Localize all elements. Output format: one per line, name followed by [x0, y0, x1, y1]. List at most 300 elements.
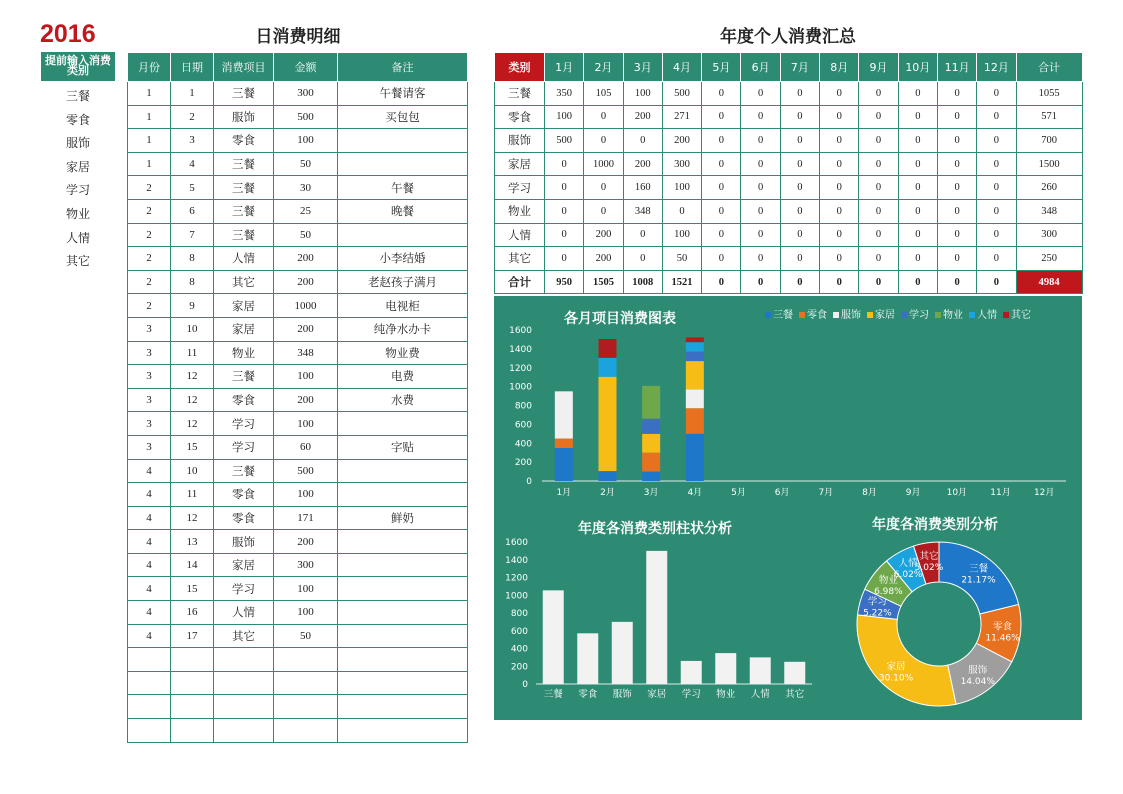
- summary-cell[interactable]: 0: [584, 199, 623, 223]
- table-cell[interactable]: 水费: [338, 388, 468, 412]
- summary-cell[interactable]: 0: [780, 105, 819, 129]
- annual-summary-table: [494, 52, 1083, 294]
- table-cell[interactable]: [171, 695, 214, 719]
- summary-cell[interactable]: 0: [702, 270, 741, 294]
- table-cell[interactable]: 晚餐: [338, 199, 468, 223]
- table-cell[interactable]: [128, 671, 171, 695]
- table-cell[interactable]: 人情: [214, 601, 274, 625]
- table-cell[interactable]: 100: [274, 129, 338, 153]
- summary-cell[interactable]: 0: [584, 105, 623, 129]
- table-cell[interactable]: 10: [171, 317, 214, 341]
- table-cell[interactable]: 纯净水办卡: [338, 317, 468, 341]
- summary-cell[interactable]: 0: [545, 152, 584, 176]
- summary-cell[interactable]: 271: [662, 105, 701, 129]
- x-tick-label: 三餐: [543, 689, 563, 700]
- summary-cell[interactable]: 1008: [623, 270, 662, 294]
- table-cell[interactable]: 25: [274, 199, 338, 223]
- summary-cell[interactable]: 200: [623, 152, 662, 176]
- category-item: 服饰: [65, 136, 90, 151]
- summary-cell[interactable]: 0: [937, 82, 976, 106]
- table-cell[interactable]: [338, 553, 468, 577]
- table-cell[interactable]: 30: [274, 176, 338, 200]
- table-cell[interactable]: [214, 671, 274, 695]
- table-cell[interactable]: [338, 483, 468, 507]
- summary-cell[interactable]: 0: [937, 152, 976, 176]
- table-cell[interactable]: 10: [171, 459, 214, 483]
- table-cell[interactable]: 3: [171, 129, 214, 153]
- summary-cell[interactable]: 0: [702, 105, 741, 129]
- table-cell[interactable]: 2: [128, 270, 171, 294]
- summary-cell[interactable]: 0: [623, 223, 662, 247]
- slice-percent-label: 11.46%: [985, 633, 1020, 644]
- table-cell[interactable]: 三餐: [214, 199, 274, 223]
- table-cell[interactable]: 50: [274, 624, 338, 648]
- table-cell[interactable]: 家居: [214, 317, 274, 341]
- table-cell[interactable]: 午餐请客: [338, 82, 468, 106]
- summary-cell[interactable]: 0: [937, 105, 976, 129]
- summary-cell[interactable]: 0: [780, 152, 819, 176]
- table-cell[interactable]: 1: [128, 82, 171, 106]
- table-cell[interactable]: 100: [274, 483, 338, 507]
- summary-cell[interactable]: 0: [741, 105, 780, 129]
- legend-swatch: [799, 312, 805, 318]
- summary-cell[interactable]: 0: [820, 176, 859, 200]
- row-total-cell[interactable]: 1055: [1016, 82, 1082, 106]
- table-cell[interactable]: 8: [171, 270, 214, 294]
- table-cell[interactable]: [338, 129, 468, 153]
- summary-cell[interactable]: 0: [545, 247, 584, 271]
- summary-cell[interactable]: 100: [545, 105, 584, 129]
- summary-cell[interactable]: 0: [702, 247, 741, 271]
- summary-cell[interactable]: 200: [584, 247, 623, 271]
- summary-cell[interactable]: 0: [820, 270, 859, 294]
- table-cell[interactable]: [338, 671, 468, 695]
- table-cell[interactable]: 学习: [214, 412, 274, 436]
- table-cell[interactable]: 200: [274, 270, 338, 294]
- table-row: [128, 553, 468, 577]
- table-cell[interactable]: [128, 648, 171, 672]
- row-total-cell[interactable]: 250: [1016, 247, 1082, 271]
- summary-cell[interactable]: 0: [820, 129, 859, 153]
- summary-cell[interactable]: 0: [780, 199, 819, 223]
- stacked-bar-segment: [642, 453, 660, 472]
- year-label: 2016: [40, 20, 96, 48]
- table-cell[interactable]: 午餐: [338, 176, 468, 200]
- table-cell[interactable]: [338, 719, 468, 743]
- table-cell[interactable]: 2: [128, 247, 171, 271]
- summary-cell[interactable]: 0: [780, 270, 819, 294]
- table-cell[interactable]: 8: [171, 247, 214, 271]
- summary-cell[interactable]: 0: [977, 105, 1016, 129]
- row-total-cell[interactable]: 348: [1016, 199, 1082, 223]
- summary-cell[interactable]: 0: [859, 199, 898, 223]
- table-cell[interactable]: 200: [274, 247, 338, 271]
- table-cell[interactable]: 100: [274, 577, 338, 601]
- table-cell[interactable]: 13: [171, 530, 214, 554]
- table-cell[interactable]: 其它: [214, 624, 274, 648]
- table-cell[interactable]: [274, 719, 338, 743]
- table-cell[interactable]: 11: [171, 483, 214, 507]
- charts-panel: [494, 296, 1082, 720]
- summary-cell[interactable]: 0: [859, 270, 898, 294]
- table-cell[interactable]: 200: [274, 530, 338, 554]
- table-cell[interactable]: 家居: [214, 294, 274, 318]
- summary-cell[interactable]: 500: [662, 82, 701, 106]
- y-tick-label: 200: [514, 458, 532, 469]
- table-cell[interactable]: [214, 719, 274, 743]
- table-cell[interactable]: [128, 719, 171, 743]
- table-cell[interactable]: 物业费: [338, 341, 468, 365]
- summary-cell[interactable]: 1505: [584, 270, 623, 294]
- table-cell[interactable]: 1000: [274, 294, 338, 318]
- table-cell[interactable]: 学习: [214, 435, 274, 459]
- summary-cell[interactable]: 0: [937, 176, 976, 200]
- table-cell[interactable]: 2: [128, 176, 171, 200]
- summary-cell[interactable]: 0: [859, 129, 898, 153]
- summary-cell[interactable]: 0: [820, 223, 859, 247]
- table-cell[interactable]: [274, 671, 338, 695]
- summary-cell[interactable]: 0: [898, 105, 937, 129]
- table-cell[interactable]: 1: [128, 152, 171, 176]
- table-cell[interactable]: [338, 577, 468, 601]
- summary-cell[interactable]: 0: [820, 152, 859, 176]
- table-cell[interactable]: 3: [128, 365, 171, 389]
- table-cell[interactable]: 171: [274, 506, 338, 530]
- grand-total-cell[interactable]: 4984: [1016, 270, 1082, 294]
- summary-cell[interactable]: 0: [898, 152, 937, 176]
- summary-month-header: 10月: [898, 53, 937, 82]
- table-cell[interactable]: [338, 459, 468, 483]
- table-cell[interactable]: 三餐: [214, 82, 274, 106]
- table-cell[interactable]: 三餐: [214, 176, 274, 200]
- table-cell[interactable]: 服饰: [214, 530, 274, 554]
- daily-detail-title: 日消费明细: [255, 27, 341, 47]
- summary-cell[interactable]: 950: [545, 270, 584, 294]
- table-cell[interactable]: 4: [128, 530, 171, 554]
- table-cell[interactable]: 12: [171, 412, 214, 436]
- legend-label: 零食: [807, 310, 827, 321]
- table-cell[interactable]: 300: [274, 553, 338, 577]
- summary-cell[interactable]: 100: [623, 82, 662, 106]
- summary-cell[interactable]: 348: [623, 199, 662, 223]
- summary-cell[interactable]: 0: [741, 223, 780, 247]
- y-tick-label: 1400: [505, 555, 528, 566]
- table-cell[interactable]: 3: [128, 435, 171, 459]
- summary-cell[interactable]: 0: [545, 176, 584, 200]
- x-tick-label: 12月: [1033, 488, 1055, 498]
- table-cell[interactable]: 小李结婚: [338, 247, 468, 271]
- table-row: [128, 459, 468, 483]
- table-cell[interactable]: 3: [128, 388, 171, 412]
- table-cell[interactable]: 500: [274, 459, 338, 483]
- table-cell[interactable]: 5: [171, 176, 214, 200]
- table-cell[interactable]: 1: [128, 129, 171, 153]
- summary-row: [495, 199, 1083, 223]
- table-cell[interactable]: [338, 223, 468, 247]
- table-cell[interactable]: 3: [128, 341, 171, 365]
- table-cell[interactable]: 字贴: [338, 435, 468, 459]
- summary-cell[interactable]: 0: [977, 176, 1016, 200]
- summary-cell[interactable]: 0: [859, 152, 898, 176]
- summary-row: [495, 223, 1083, 247]
- summary-cell[interactable]: 0: [898, 129, 937, 153]
- table-cell[interactable]: 零食: [214, 388, 274, 412]
- table-cell[interactable]: 家居: [214, 553, 274, 577]
- summary-row-label: 物业: [495, 199, 545, 223]
- table-cell[interactable]: [338, 648, 468, 672]
- table-cell[interactable]: 4: [128, 577, 171, 601]
- table-cell[interactable]: 14: [171, 553, 214, 577]
- table-cell[interactable]: 100: [274, 365, 338, 389]
- table-cell[interactable]: 零食: [214, 483, 274, 507]
- table-row: [128, 412, 468, 436]
- table-cell[interactable]: [171, 671, 214, 695]
- row-total-cell[interactable]: 260: [1016, 176, 1082, 200]
- summary-cell[interactable]: 0: [898, 176, 937, 200]
- monthly-chart-legend: [759, 306, 1079, 321]
- summary-cell[interactable]: 0: [780, 82, 819, 106]
- summary-cell[interactable]: 500: [545, 129, 584, 153]
- summary-cell[interactable]: 0: [977, 270, 1016, 294]
- summary-cell[interactable]: 105: [584, 82, 623, 106]
- row-total-cell[interactable]: 571: [1016, 105, 1082, 129]
- x-tick-label: 学习: [681, 689, 701, 700]
- table-cell[interactable]: 50: [274, 223, 338, 247]
- table-cell[interactable]: 6: [171, 199, 214, 223]
- table-cell[interactable]: 500: [274, 105, 338, 129]
- table-cell[interactable]: 服饰: [214, 105, 274, 129]
- summary-cell[interactable]: 200: [662, 129, 701, 153]
- table-cell[interactable]: 12: [171, 506, 214, 530]
- table-row: [128, 247, 468, 271]
- table-cell[interactable]: 200: [274, 317, 338, 341]
- summary-cell[interactable]: 0: [937, 270, 976, 294]
- summary-cell[interactable]: 1521: [662, 270, 701, 294]
- table-cell[interactable]: 50: [274, 152, 338, 176]
- table-cell[interactable]: 11: [171, 341, 214, 365]
- summary-cell[interactable]: 0: [859, 223, 898, 247]
- summary-cell[interactable]: 0: [898, 199, 937, 223]
- table-cell[interactable]: 200: [274, 388, 338, 412]
- slice-category-label: 家居: [886, 661, 906, 673]
- summary-cell[interactable]: 0: [977, 82, 1016, 106]
- y-tick-label: 1600: [509, 326, 532, 336]
- summary-cell[interactable]: 0: [780, 129, 819, 153]
- table-cell[interactable]: 零食: [214, 506, 274, 530]
- summary-cell[interactable]: 300: [662, 152, 701, 176]
- table-cell[interactable]: 电视柜: [338, 294, 468, 318]
- summary-cell[interactable]: 0: [898, 270, 937, 294]
- table-cell[interactable]: 三餐: [214, 223, 274, 247]
- summary-cell[interactable]: 0: [859, 176, 898, 200]
- table-cell[interactable]: 12: [171, 365, 214, 389]
- table-cell[interactable]: [214, 648, 274, 672]
- table-cell[interactable]: 3: [128, 317, 171, 341]
- table-cell[interactable]: 4: [128, 459, 171, 483]
- summary-cell[interactable]: 0: [702, 82, 741, 106]
- summary-cell[interactable]: 50: [662, 247, 701, 271]
- table-cell[interactable]: 4: [128, 601, 171, 625]
- summary-cell[interactable]: 0: [820, 247, 859, 271]
- summary-cell[interactable]: 0: [702, 152, 741, 176]
- table-row: [128, 365, 468, 389]
- table-cell[interactable]: 物业: [214, 341, 274, 365]
- table-cell[interactable]: [274, 695, 338, 719]
- summary-cell[interactable]: 1000: [584, 152, 623, 176]
- summary-cell[interactable]: 0: [937, 199, 976, 223]
- legend-label: 其它: [1011, 310, 1031, 321]
- summary-cell[interactable]: 0: [545, 223, 584, 247]
- table-cell[interactable]: [128, 695, 171, 719]
- table-row: [128, 483, 468, 507]
- table-cell[interactable]: [338, 601, 468, 625]
- table-cell[interactable]: 100: [274, 601, 338, 625]
- table-cell[interactable]: 12: [171, 388, 214, 412]
- summary-cell[interactable]: 0: [937, 247, 976, 271]
- table-cell[interactable]: 4: [128, 483, 171, 507]
- summary-cell[interactable]: 0: [780, 176, 819, 200]
- x-tick-label: 6月: [774, 488, 790, 498]
- table-cell[interactable]: 鲜奶: [338, 506, 468, 530]
- summary-cell[interactable]: 0: [702, 223, 741, 247]
- table-cell[interactable]: 7: [171, 223, 214, 247]
- table-cell[interactable]: 100: [274, 412, 338, 436]
- table-cell[interactable]: 三餐: [214, 365, 274, 389]
- summary-cell[interactable]: 350: [545, 82, 584, 106]
- category-bar: [646, 551, 667, 684]
- summary-cell[interactable]: 0: [741, 152, 780, 176]
- table-row: [128, 671, 468, 695]
- table-cell[interactable]: 17: [171, 624, 214, 648]
- table-row: [128, 719, 468, 743]
- table-cell[interactable]: 零食: [214, 129, 274, 153]
- summary-cell[interactable]: 0: [859, 82, 898, 106]
- summary-cell[interactable]: 0: [702, 199, 741, 223]
- summary-cell[interactable]: 0: [859, 105, 898, 129]
- row-total-cell[interactable]: 1500: [1016, 152, 1082, 176]
- table-cell[interactable]: 其它: [214, 270, 274, 294]
- table-cell[interactable]: 16: [171, 601, 214, 625]
- x-tick-label: 11月: [990, 488, 1011, 498]
- summary-cell[interactable]: 0: [623, 247, 662, 271]
- table-cell[interactable]: 电费: [338, 365, 468, 389]
- table-cell[interactable]: 人情: [214, 247, 274, 271]
- table-cell[interactable]: 4: [128, 506, 171, 530]
- table-cell[interactable]: 买包包: [338, 105, 468, 129]
- table-row: [128, 695, 468, 719]
- summary-cell[interactable]: 0: [623, 129, 662, 153]
- summary-cell[interactable]: 0: [820, 82, 859, 106]
- table-cell[interactable]: [338, 152, 468, 176]
- summary-cell[interactable]: 0: [898, 82, 937, 106]
- monthly-stacked-bar-chart: [494, 320, 1082, 502]
- summary-cell[interactable]: 0: [937, 129, 976, 153]
- summary-cell[interactable]: 0: [977, 247, 1016, 271]
- summary-cell[interactable]: 0: [584, 176, 623, 200]
- summary-cell[interactable]: 100: [662, 223, 701, 247]
- summary-cell[interactable]: 0: [977, 199, 1016, 223]
- table-cell[interactable]: 三餐: [214, 459, 274, 483]
- summary-cell[interactable]: 160: [623, 176, 662, 200]
- table-row: [128, 341, 468, 365]
- table-cell[interactable]: 学习: [214, 577, 274, 601]
- summary-cell[interactable]: 0: [741, 176, 780, 200]
- table-cell[interactable]: 1: [128, 105, 171, 129]
- table-cell[interactable]: [214, 695, 274, 719]
- category-bar: [715, 653, 736, 684]
- table-cell[interactable]: 1: [171, 82, 214, 106]
- summary-cell[interactable]: 0: [780, 247, 819, 271]
- summary-cell[interactable]: 200: [623, 105, 662, 129]
- table-cell[interactable]: 三餐: [214, 152, 274, 176]
- row-total-cell[interactable]: 300: [1016, 223, 1082, 247]
- summary-cell[interactable]: 0: [977, 129, 1016, 153]
- table-cell[interactable]: 15: [171, 577, 214, 601]
- table-cell[interactable]: 2: [171, 105, 214, 129]
- table-cell[interactable]: [171, 719, 214, 743]
- summary-cell[interactable]: 0: [977, 152, 1016, 176]
- summary-cell[interactable]: 0: [937, 223, 976, 247]
- table-cell[interactable]: 348: [274, 341, 338, 365]
- table-cell[interactable]: 300: [274, 82, 338, 106]
- summary-cell[interactable]: 0: [898, 223, 937, 247]
- table-cell[interactable]: [338, 412, 468, 436]
- table-cell[interactable]: 2: [128, 223, 171, 247]
- summary-cell[interactable]: 0: [859, 247, 898, 271]
- summary-cell[interactable]: 0: [741, 129, 780, 153]
- summary-row-label: 三餐: [495, 82, 545, 106]
- table-cell[interactable]: 4: [128, 553, 171, 577]
- summary-row-label: 家居: [495, 152, 545, 176]
- table-cell[interactable]: [338, 530, 468, 554]
- summary-cell[interactable]: 0: [741, 199, 780, 223]
- table-cell[interactable]: 60: [274, 435, 338, 459]
- summary-cell[interactable]: 200: [584, 223, 623, 247]
- summary-cell[interactable]: 0: [820, 199, 859, 223]
- summary-cell[interactable]: 0: [741, 270, 780, 294]
- summary-cell[interactable]: 0: [702, 129, 741, 153]
- summary-cell[interactable]: 0: [662, 199, 701, 223]
- summary-cell[interactable]: 0: [741, 247, 780, 271]
- daily-detail-table: [127, 52, 468, 743]
- summary-cell[interactable]: 0: [584, 129, 623, 153]
- category-item: 三餐: [65, 89, 90, 103]
- summary-cell[interactable]: 0: [820, 105, 859, 129]
- table-cell[interactable]: 9: [171, 294, 214, 318]
- table-cell[interactable]: 3: [128, 412, 171, 436]
- table-cell[interactable]: 老赵孩子满月: [338, 270, 468, 294]
- summary-cell[interactable]: 0: [702, 176, 741, 200]
- table-cell[interactable]: [274, 648, 338, 672]
- row-total-cell[interactable]: 700: [1016, 129, 1082, 153]
- table-row: [128, 223, 468, 247]
- category-panel-header: 提前输入消费类别: [41, 52, 115, 81]
- table-cell[interactable]: [338, 695, 468, 719]
- table-cell[interactable]: [338, 624, 468, 648]
- summary-cell[interactable]: 0: [898, 247, 937, 271]
- summary-cell[interactable]: 100: [662, 176, 701, 200]
- summary-cell[interactable]: 0: [545, 199, 584, 223]
- table-cell[interactable]: 2: [128, 294, 171, 318]
- table-cell[interactable]: 4: [128, 624, 171, 648]
- table-cell[interactable]: 2: [128, 199, 171, 223]
- table-cell[interactable]: 4: [171, 152, 214, 176]
- table-cell[interactable]: 15: [171, 435, 214, 459]
- summary-cell[interactable]: 0: [977, 223, 1016, 247]
- table-cell[interactable]: [171, 648, 214, 672]
- summary-cell[interactable]: 0: [780, 223, 819, 247]
- summary-cell[interactable]: 0: [741, 82, 780, 106]
